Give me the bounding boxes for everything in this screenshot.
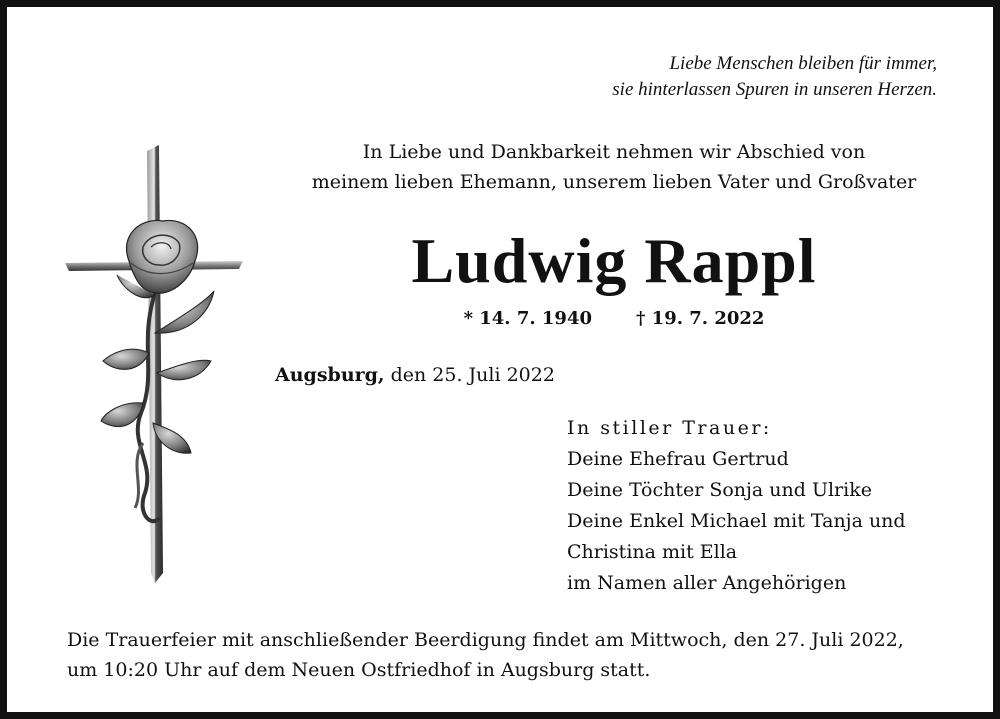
cross-with-rose-icon: [59, 143, 249, 589]
birth-date: * 14. 7. 1940: [463, 308, 592, 329]
announcement-date: den 25. Juli 2022: [390, 364, 555, 386]
funeral-line-2: um 10:20 Uhr auf dem Neuen Ostfriedhof in Augsburg statt.: [67, 659, 651, 681]
funeral-notice: [67, 625, 904, 685]
life-dates: [269, 305, 959, 333]
mourner-line: im Namen aller Angehörigen: [567, 572, 847, 594]
mourner-line: Deine Töchter Sonja und Ulrike: [567, 479, 872, 501]
mourner-line: Deine Ehefrau Gertrud: [567, 448, 789, 470]
mourners-list: [567, 413, 906, 599]
place-and-date: [275, 361, 555, 389]
motto-line-2: sie hinterlassen Spuren in unseren Herzen.: [612, 79, 937, 100]
mourner-line: Christina mit Ella: [567, 541, 738, 563]
mourners-heading: In stiller Trauer:: [567, 417, 772, 439]
funeral-line-1: Die Trauerfeier mit anschließender Beerdigung findet am Mittwoch, den 27. Juli 2022,: [67, 629, 904, 651]
mourner-line: Deine Enkel Michael mit Tanja und: [567, 510, 906, 532]
place-name: Augsburg,: [275, 364, 385, 386]
death-date: † 19. 7. 2022: [636, 308, 765, 329]
intro-line-1: In Liebe und Dankbarkeit nehmen wir Abschied von: [362, 141, 866, 163]
deceased-name: Ludwig Rappl: [411, 225, 817, 296]
motto-quote: [612, 51, 937, 103]
motto-line-1: Liebe Menschen bleiben für immer,: [669, 53, 937, 74]
intro-text: [269, 137, 959, 197]
intro-line-2: meinem lieben Ehemann, unserem lieben Vater und Großvater: [311, 171, 917, 193]
